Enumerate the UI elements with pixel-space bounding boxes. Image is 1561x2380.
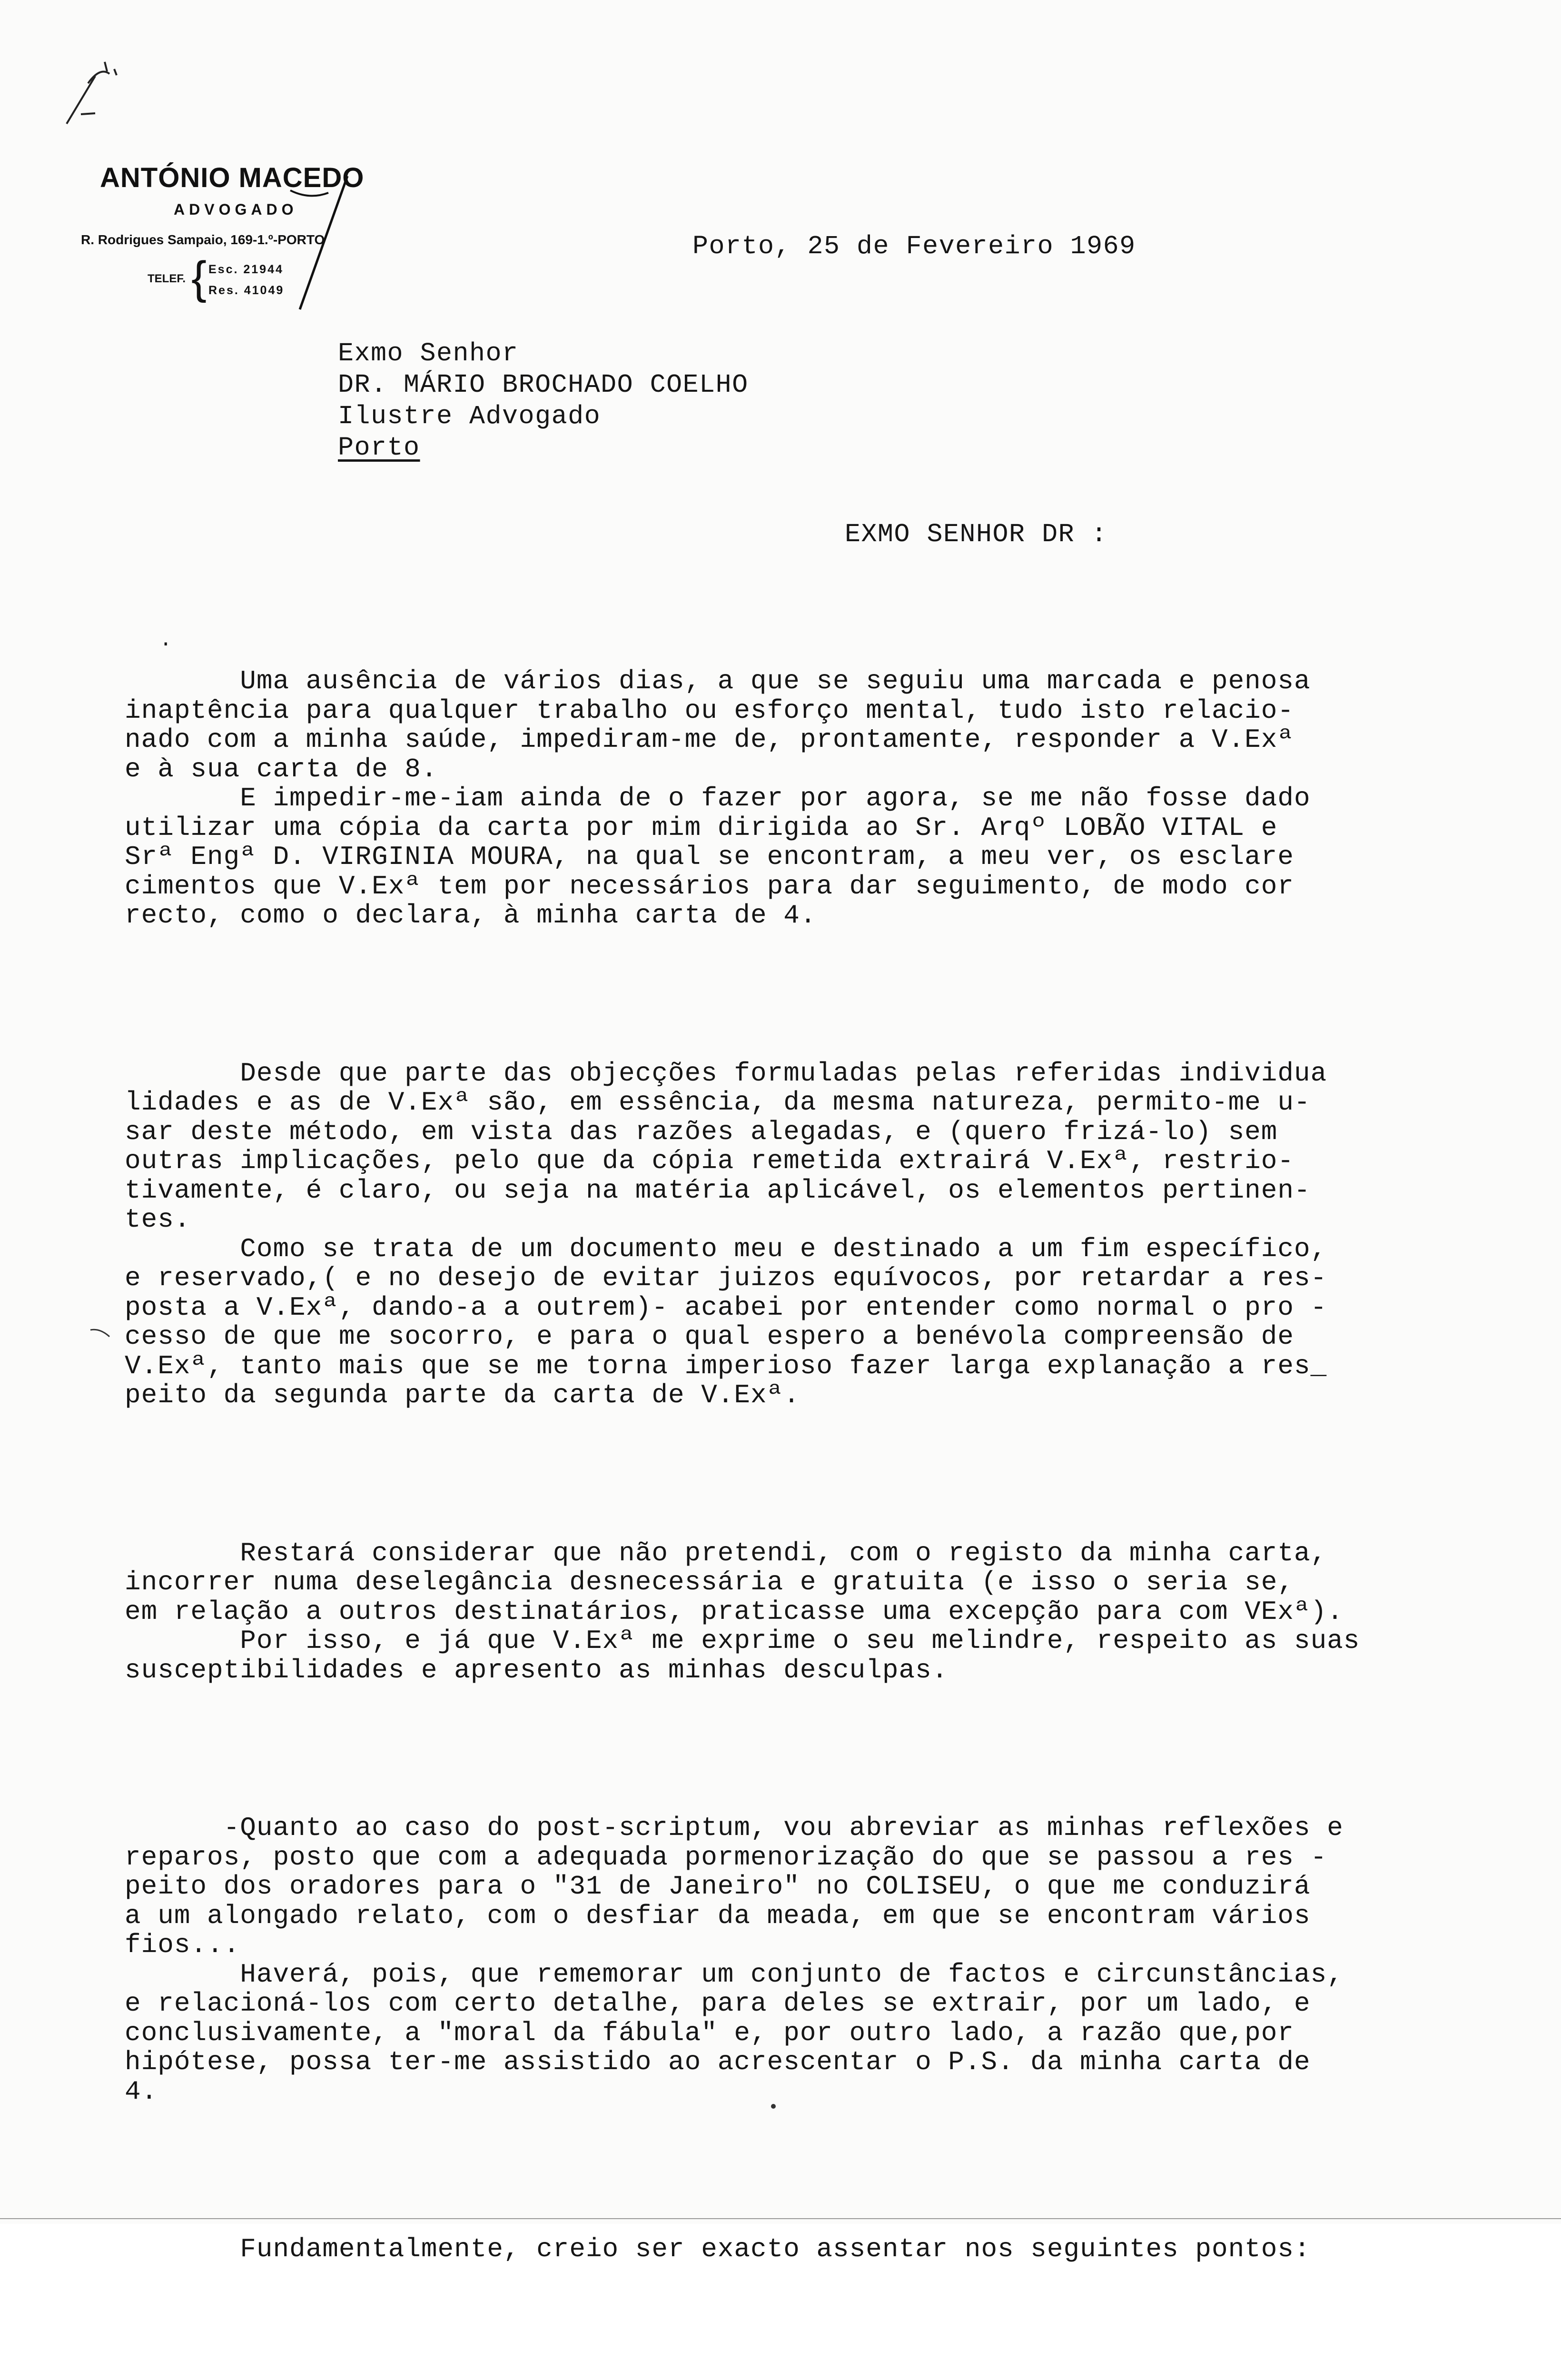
margin-stroke-mark bbox=[89, 1328, 110, 1339]
body-paragraph-5: Fundamentalmente, creio ser exacto assentar nos seguintes pontos: bbox=[125, 2234, 1311, 2264]
brace-icon: { bbox=[191, 252, 207, 303]
body-paragraph-1: Uma ausência de vários dias, a que se seguiu uma marcada e penosa inaptência para qualquer trabalho ou esforço mental, tudo isto relacio- nado com a minha saúde, impediram-me de, prontamente, responder a V.Exª e à sua carta de 8. E impedir-me-iam ainda de o fazer por agora, se me não fosse dado utilizar uma cópia da carta por mim dirigida ao Sr. Arqº LOBÃO VITAL e Srª Engª D. VIRGINIA MOURA, na qual se encontram, a meu ver, os esclare cimentos que V.Exª tem por necessários para dar seguimento, de modo cor recto, como o declara, à minha carta de 4. bbox=[125, 666, 1311, 931]
body-paragraph-4: -Quanto ao caso do post-scriptum, vou abreviar as minhas reflexões e reparos, posto que com a adequada pormenorização do que se passou a res - peito dos oradores para o "31 de Janeiro" no COLISEU, o que me conduzirá a um alongado relato, com o desfiar da meada, em que se encontram vários fios... Haverá, pois, que rememorar um conjunto de factos e circunstâncias, e relacioná-los com certo detalhe, para deles se extrair, por um lado, e conclusivamente, a "moral da fábula" e, por outro lado, a razão que,por hipótese, possa ter-me assistido ao acrescentar o P.S. da minha carta de 4. bbox=[125, 1813, 1344, 2107]
letterhead-title: ADVOGADO bbox=[174, 201, 298, 218]
letterhead-phone-residence: Res. 41049 bbox=[208, 284, 285, 297]
salutation: EXMO SENHOR DR : bbox=[845, 519, 1108, 549]
letterhead-phone-office: Esc. 21944 bbox=[208, 263, 284, 276]
addressee-line-3: Ilustre Advogado bbox=[338, 401, 601, 431]
body-paragraph-2: Desde que parte das objecções formuladas pelas referidas individua lidades e as de V.Exª são, em essência, da mesma natureza, permito-me u- sar deste método, em vista das razões alegadas, e (quero frizá-lo) sem outras implicações, pelo que da cópia remetida extrairá V.Exª, restrio- tivamente, é claro, ou seja na matéria aplicável, os elementos pertinen- tes. Como se trata de um documento meu e destinado a um fim específico, e reservado,( e no desejo de evitar juizos equívocos, por retardar a res- posta a V.Exª, dando-a a outrem)- acabei por entender como normal o pro - cesso de que me socorro, e para o qual espero a benévola compreensão de V.Exª, tanto mais que se me torna imperioso fazer larga explanação a res_ peito da segunda parte da carta de V.Exª. bbox=[125, 1058, 1327, 1410]
letterhead-phone-label: TELEF. bbox=[148, 272, 186, 285]
letterhead-name: ANTÓNIO MACEDO bbox=[100, 162, 365, 193]
page-edge bbox=[0, 2218, 1561, 2219]
addressee-city: Porto bbox=[338, 433, 420, 463]
addressee-block bbox=[338, 338, 749, 464]
addressee-line-2: DR. MÁRIO BROCHADO COELHO bbox=[338, 370, 749, 400]
letter-date: Porto, 25 de Fevereiro 1969 bbox=[692, 231, 1136, 261]
letterhead-address: R. Rodrigues Sampaio, 169-1.º-PORTO bbox=[81, 232, 325, 247]
margin-dot-mark: . bbox=[159, 628, 172, 652]
handwritten-mark bbox=[62, 57, 138, 129]
page-dot-mark bbox=[771, 2104, 776, 2109]
letter-body bbox=[125, 608, 1448, 2380]
body-paragraph-3: Restará considerar que não pretendi, com o registo da minha carta, incorrer numa deselegância desnecessária e gratuita (e isso o seria se, em relação a outros destinatários, praticasse uma excepção para com VExª). Por isso, e já que V.Exª me exprime o seu melindre, respeito as suas susceptibilidades e apresento as minhas desculpas. bbox=[125, 1537, 1360, 1686]
addressee-line-1: Exmo Senhor bbox=[338, 338, 519, 368]
